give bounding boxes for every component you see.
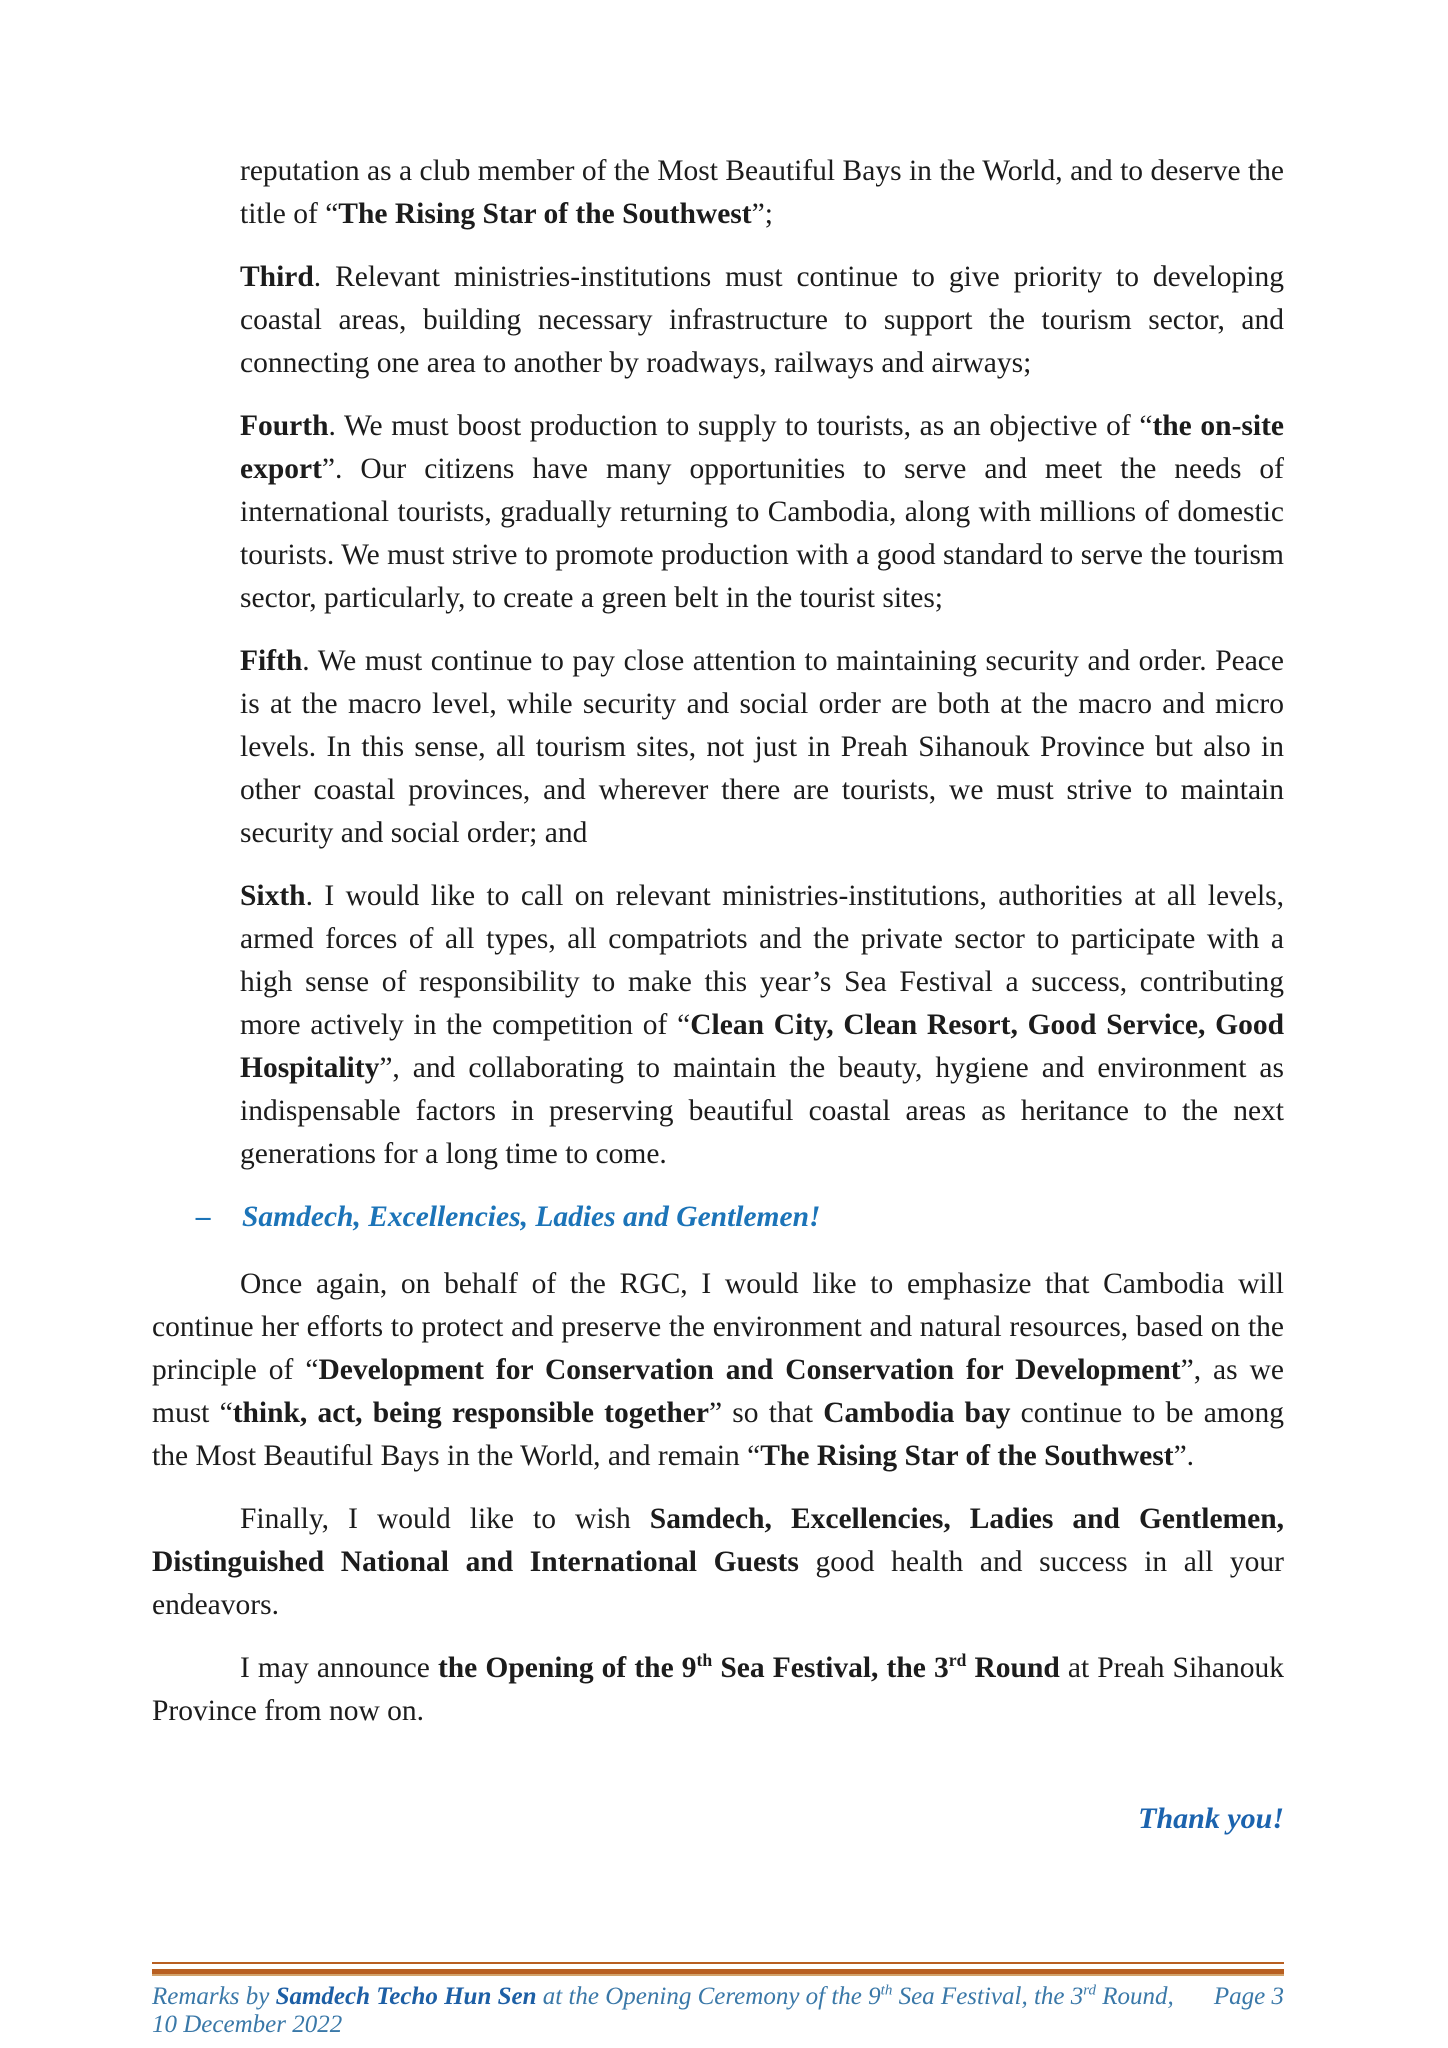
- document-body: [152, 150, 1284, 1840]
- salutation-heading: [196, 1196, 1284, 1239]
- footer-rule-bar: [152, 1969, 1284, 1976]
- paragraph-finally: Finally, I would like to wish Samdech, Excellencies, Ladies and Gentlemen, Distinguished National and International Guests good health and success in all your endeavors.: [152, 1503, 1284, 1621]
- paragraph-fifth-point: Fifth. We must continue to pay close attention to maintaining security and order. Peace is at the macro level, while security and social order are both at the macro and micro levels. In this sense, all tourism sites, not just in Preah Sihanouk Province but also in other coastal provinces, and wherever there are tourists, we must strive to maintain security and social order; and: [240, 645, 1284, 849]
- thank-you-line: Thank you!: [1138, 1802, 1284, 1835]
- paragraph-sixth-point: Sixth. I would like to call on relevant ministries-institutions, authorities at all levels, armed forces of all types, all compatriots and the private sector to participate with a high sense of responsibility to make this year’s Sea Festival a success, contributing more actively in the competition of “Clean City, Clean Resort, Good Service, Good Hospitality”, and collaborating to maintain the beauty, hygiene and environment as indispensable factors in preserving beautiful coastal areas as heritance to the next generations for a long time to come.: [240, 880, 1284, 1170]
- salutation-heading-text: Samdech, Excellencies, Ladies and Gentlemen!: [242, 1201, 821, 1233]
- paragraph-announcement: I may announce the Opening of the 9th Sea Festival, the 3rd Round at Preah Sihanouk Province from now on.: [152, 1650, 1284, 1727]
- footer-rule: [152, 1962, 1284, 1976]
- paragraph-once-again: Once again, on behalf of the RGC, I would like to emphasize that Cambodia will continue her efforts to protect and preserve the environment and natural resources, based on the principle of “Development for Conservation and Conservation for Development”, as we must “think, act, being responsible together” so that Cambodia bay continue to be among the Most Beautiful Bays in the World, and remain “The Rising Star of the Southwest”.: [152, 1268, 1284, 1472]
- page-number: Page 3: [1213, 1983, 1284, 2010]
- footer-text-row: [152, 1983, 1284, 2039]
- paragraph-third-point: Third. Relevant ministries-institutions must continue to give priority to developing coastal areas, building necessary infrastructure to support the tourism sector, and connecting one area to another by roadways, railways and airways;: [240, 261, 1284, 379]
- page-footer: [152, 1962, 1284, 2039]
- footer-remarks-text: Remarks by Samdech Techo Hun Sen at the Opening Ceremony of the 9th Sea Festival, the 3rd Round, 10 December 2022: [152, 1982, 1174, 2038]
- paragraph-reputation-continuation: reputation as a club member of the Most Beautiful Bays in the World, and to deserve the title of “The Rising Star of the Southwest”;: [240, 155, 1284, 230]
- paragraph-fourth-point: Fourth. We must boost production to supply to tourists, as an objective of “the on-site export”. Our citizens have many opportunities to serve and meet the needs of international tourists, gradually returning to Cambodia, along with millions of domestic tourists. We must strive to promote production with a good standard to serve the tourism sector, particularly, to create a green belt in the tourist sites;: [240, 410, 1284, 614]
- dash-bullet-marker: –: [196, 1201, 211, 1233]
